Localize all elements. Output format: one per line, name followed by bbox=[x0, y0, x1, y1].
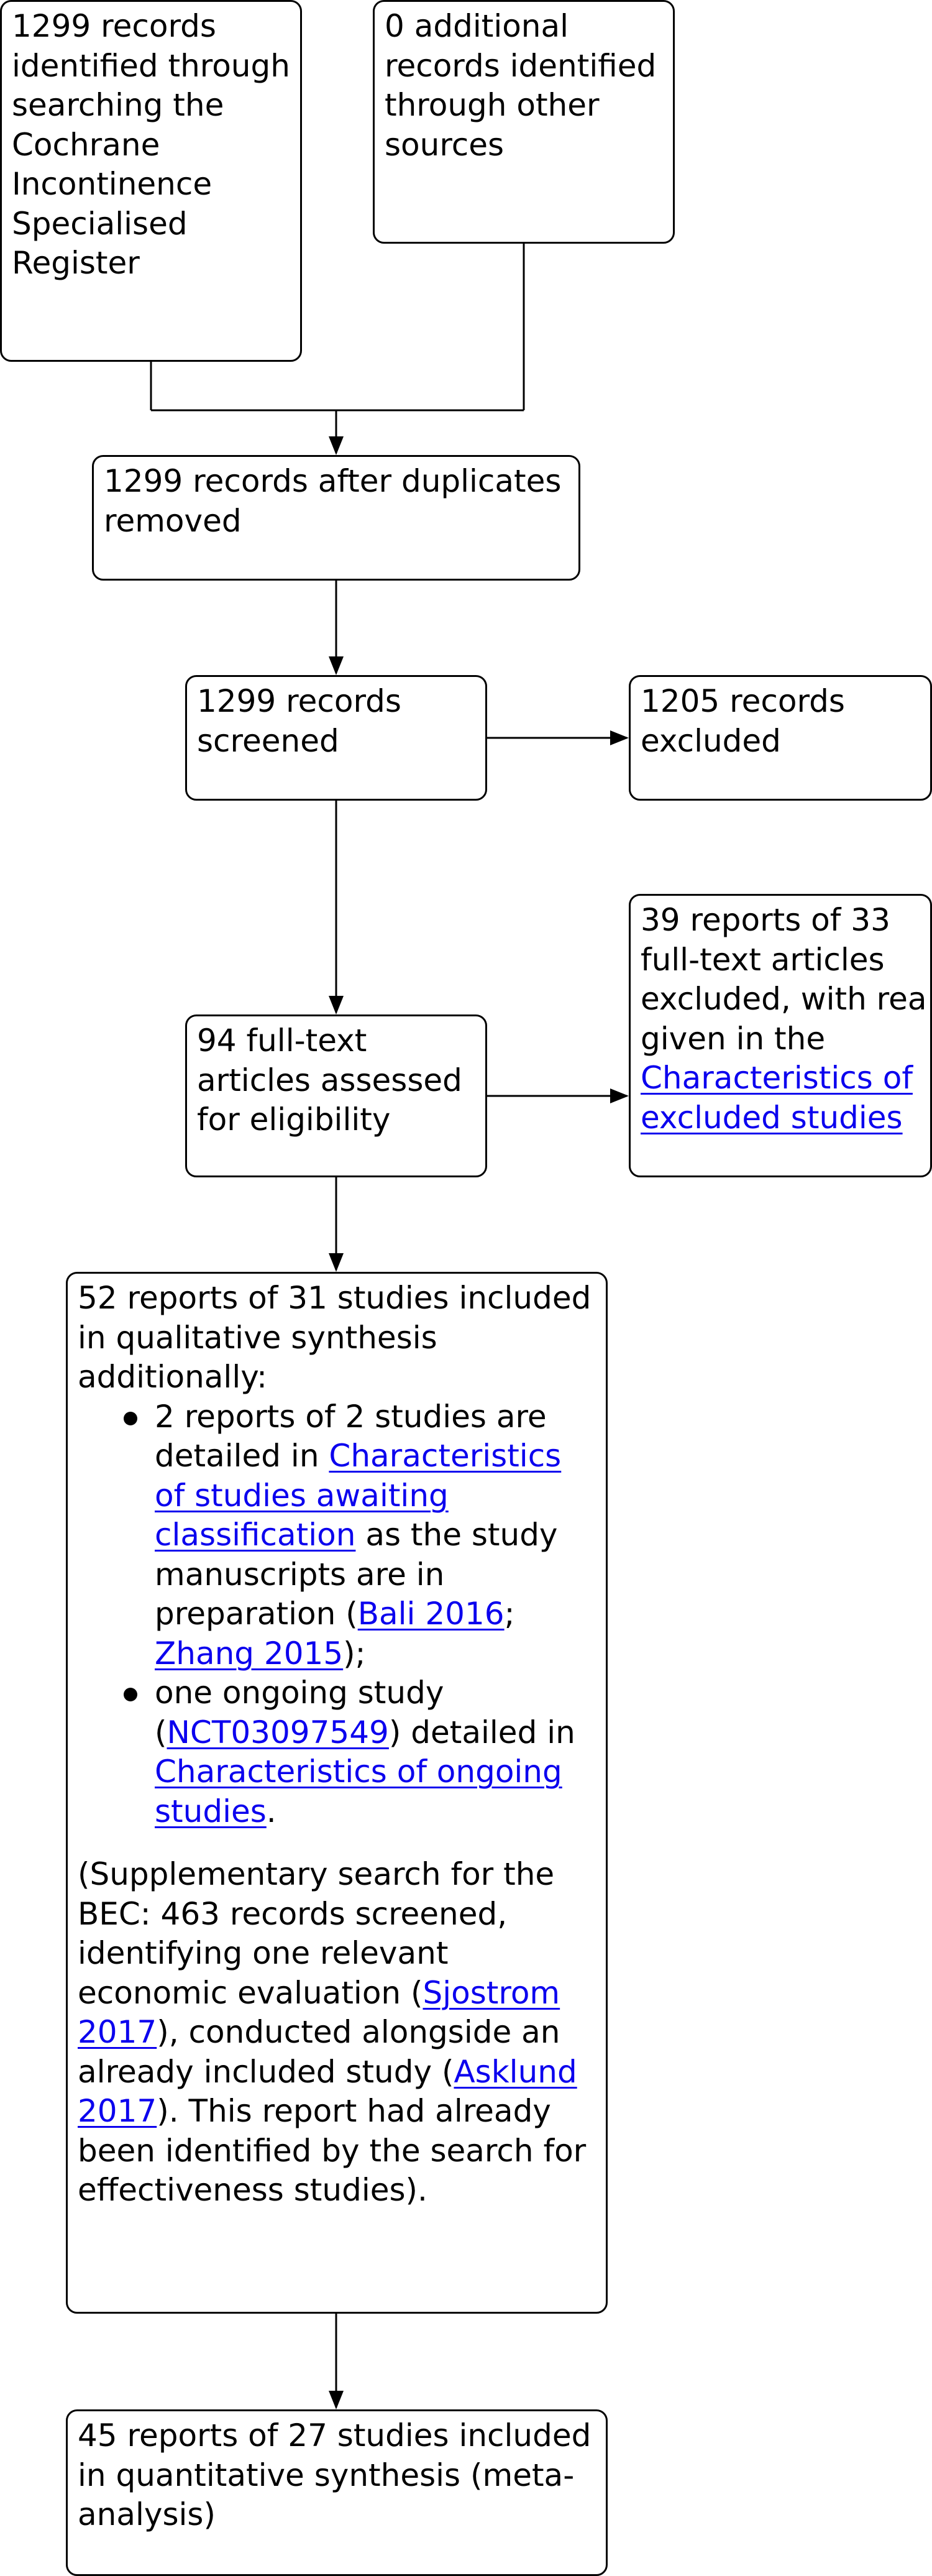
ongoing-studies-link[interactable]: Characteristics of ongoing studies bbox=[155, 1754, 562, 1829]
nct03097549-link[interactable]: NCT03097549 bbox=[167, 1714, 389, 1750]
qualitative-intro-text: 52 reports of 31 studies included in qualitative synthesis additionally: bbox=[78, 1280, 592, 1395]
fulltext-assessed-box bbox=[185, 1014, 487, 1177]
characteristics-excluded-studies-link[interactable]: Characteristics of excluded studies bbox=[641, 1060, 913, 1136]
additional-records-box bbox=[373, 0, 675, 244]
supplementary-text: ). This report had already been identified by the search for effectiveness studies). bbox=[78, 2093, 587, 2208]
bullet-text: as the study manuscripts are in preparation ( bbox=[155, 1517, 558, 1632]
sjostrom-2017-link[interactable]: Sjostrom 2017 bbox=[78, 1974, 560, 2050]
supplementary-text: ), conducted alongside an already included study ( bbox=[78, 2014, 560, 2090]
zhang-2015-link[interactable]: Zhang 2015 bbox=[155, 1635, 344, 1672]
bullet-text: ) detailed in bbox=[388, 1714, 575, 1750]
bullet-icon bbox=[124, 1688, 137, 1701]
list-item bbox=[155, 1673, 596, 1831]
bullet-text: . bbox=[266, 1793, 276, 1829]
fulltext-excluded-box bbox=[629, 894, 932, 1177]
bullet-text: ; bbox=[504, 1596, 515, 1632]
records-identified-register-box bbox=[0, 0, 302, 362]
fulltext-assessed-text: 94 full-text articles assessed for eligibility bbox=[197, 1023, 462, 1138]
bali-2016-link[interactable]: Bali 2016 bbox=[357, 1596, 505, 1632]
records-identified-register-text: 1299 records identified through searching the Cochrane Incontinence Specialised Register bbox=[12, 8, 290, 281]
duplicates-removed-text: 1299 records after duplicates removed bbox=[104, 463, 562, 539]
studies-awaiting-classification-link[interactable]: Characteristics of studies awaiting classification bbox=[155, 1438, 562, 1553]
qualitative-synthesis-box bbox=[66, 1272, 608, 2314]
quantitative-synthesis-box bbox=[66, 2409, 608, 2576]
fulltext-excluded-line: excluded, with rea bbox=[641, 981, 927, 1017]
excluded-studies-link-wrap bbox=[641, 1059, 920, 1138]
bullet-text: 2 reports of 2 studies are detailed in bbox=[155, 1398, 547, 1474]
records-excluded-text: 1205 records excluded bbox=[641, 683, 845, 759]
supplementary-search-text bbox=[78, 1855, 596, 2210]
duplicates-removed-box bbox=[92, 455, 580, 581]
fulltext-excluded-line: given in the bbox=[641, 1020, 826, 1057]
bullet-icon bbox=[124, 1412, 137, 1425]
qualitative-bullet-list bbox=[78, 1397, 596, 1832]
bullet-text: ); bbox=[343, 1635, 366, 1672]
list-item bbox=[155, 1397, 596, 1674]
records-screened-box bbox=[185, 675, 487, 801]
records-excluded-box bbox=[629, 675, 932, 801]
bullet-text: one ongoing study ( bbox=[155, 1675, 444, 1750]
supplementary-text: (Supplementary search for the BEC: 463 records screened, identifying one relevant economic evaluation ( bbox=[78, 1856, 555, 2011]
records-screened-text: 1299 records screened bbox=[197, 683, 401, 759]
fulltext-excluded-line: full-text articles bbox=[641, 941, 885, 978]
fulltext-excluded-line: 39 reports of 33 bbox=[641, 902, 890, 938]
additional-records-text: 0 additional records identified through other sources bbox=[385, 8, 657, 163]
quantitative-synthesis-text: 45 reports of 27 studies included in quantitative synthesis (meta-analysis) bbox=[78, 2417, 592, 2532]
asklund-2017-link[interactable]: Asklund 2017 bbox=[78, 2053, 577, 2129]
